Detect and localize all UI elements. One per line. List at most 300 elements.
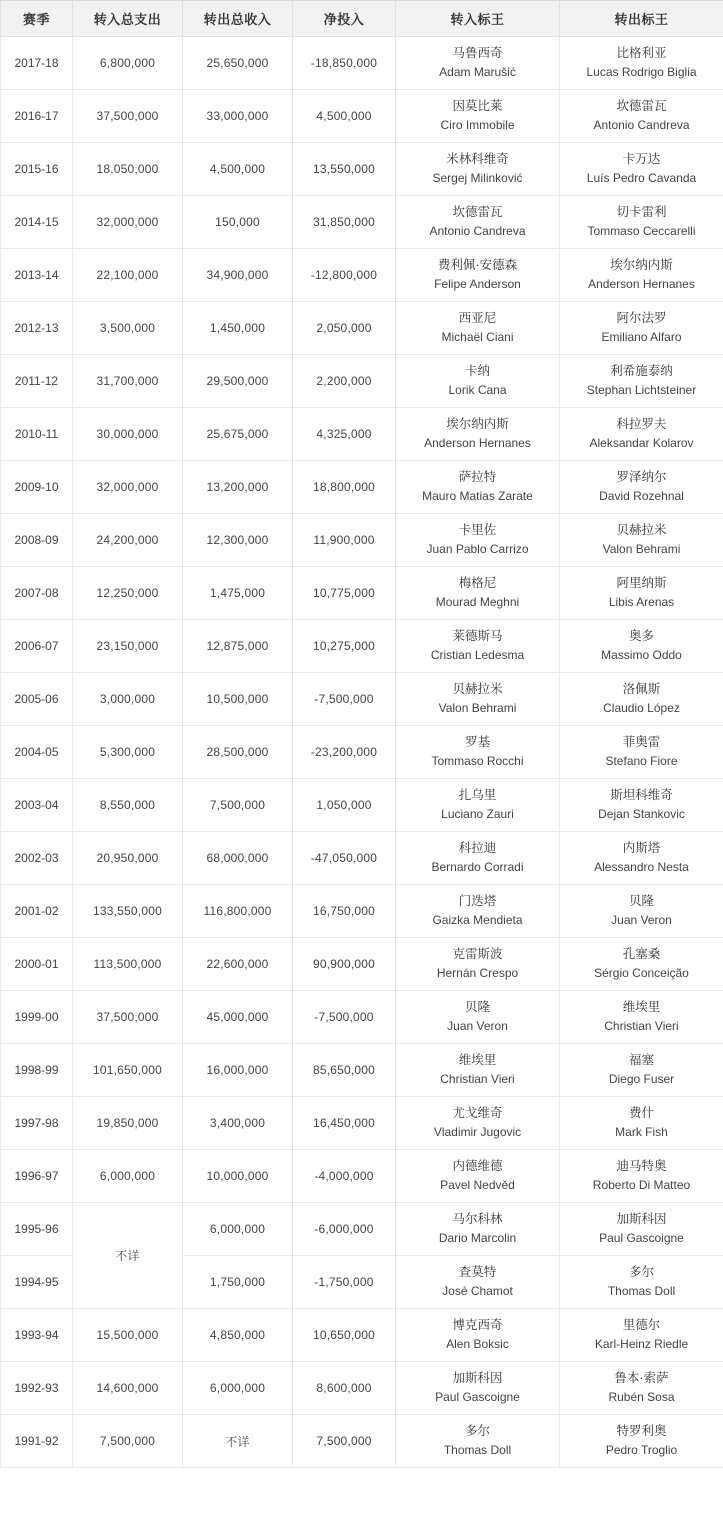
cell-season: 2017-18 bbox=[1, 37, 73, 90]
cell-season: 2001-02 bbox=[1, 885, 73, 938]
table-row bbox=[1, 461, 723, 514]
cell-total-income: 16,000,000 bbox=[183, 1044, 293, 1097]
top-signing-name-cn: 尤戈维奇 bbox=[400, 1104, 555, 1123]
top-sale-name-en: Christian Vieri bbox=[564, 1017, 719, 1036]
cell-season: 1999-00 bbox=[1, 991, 73, 1044]
table-row bbox=[1, 1203, 723, 1256]
cell-total-spend: 133,550,000 bbox=[73, 885, 183, 938]
table-row bbox=[1, 1415, 723, 1468]
top-signing-name-en: Bernardo Corradi bbox=[400, 858, 555, 877]
cell-total-spend: 19,850,000 bbox=[73, 1097, 183, 1150]
cell-top-signing bbox=[396, 355, 560, 408]
cell-net-spend: 4,500,000 bbox=[293, 90, 396, 143]
cell-total-spend: 37,500,000 bbox=[73, 991, 183, 1044]
top-signing-name-en: Ciro Immobile bbox=[400, 116, 555, 135]
cell-net-spend: 7,500,000 bbox=[293, 1415, 396, 1468]
top-sale-name-en: Tommaso Ceccarelli bbox=[564, 222, 719, 241]
top-signing-name-cn: 罗基 bbox=[400, 733, 555, 752]
top-signing-name-cn: 维埃里 bbox=[400, 1051, 555, 1070]
top-sale-name-en: Paul Gascoigne bbox=[564, 1229, 719, 1248]
cell-top-signing bbox=[396, 90, 560, 143]
top-sale-name-cn: 孔塞桑 bbox=[564, 945, 719, 964]
top-signing-name-en: Pavel Nedvěd bbox=[400, 1176, 555, 1195]
top-sale-name-en: Mark Fish bbox=[564, 1123, 719, 1142]
cell-season: 1997-98 bbox=[1, 1097, 73, 1150]
column-header-top-sale: 转出标王 bbox=[560, 1, 723, 37]
top-signing-name-en: José Chamot bbox=[400, 1282, 555, 1301]
cell-total-income: 不详 bbox=[183, 1415, 293, 1468]
cell-season: 2014-15 bbox=[1, 196, 73, 249]
top-signing-name-cn: 贝隆 bbox=[400, 998, 555, 1017]
top-signing-name-en: Hernán Crespo bbox=[400, 964, 555, 983]
cell-total-income: 10,500,000 bbox=[183, 673, 293, 726]
table-row bbox=[1, 567, 723, 620]
top-signing-name-en: Dario Marcolin bbox=[400, 1229, 555, 1248]
cell-total-income: 22,600,000 bbox=[183, 938, 293, 991]
top-signing-name-en: Michaël Ciani bbox=[400, 328, 555, 347]
table-row bbox=[1, 726, 723, 779]
cell-season: 2008-09 bbox=[1, 514, 73, 567]
top-sale-name-en: Aleksandar Kolarov bbox=[564, 434, 719, 453]
top-signing-name-cn: 费利佩·安德森 bbox=[400, 256, 555, 275]
top-sale-name-en: Libis Arenas bbox=[564, 593, 719, 612]
cell-top-signing bbox=[396, 37, 560, 90]
cell-top-sale bbox=[560, 1415, 723, 1468]
table-row bbox=[1, 37, 723, 90]
cell-season: 1996-97 bbox=[1, 1150, 73, 1203]
cell-net-spend: -7,500,000 bbox=[293, 991, 396, 1044]
top-signing-name-en: Vladimir Jugovic bbox=[400, 1123, 555, 1142]
cell-top-sale bbox=[560, 37, 723, 90]
cell-net-spend: 11,900,000 bbox=[293, 514, 396, 567]
top-sale-name-en: Massimo Oddo bbox=[564, 646, 719, 665]
top-signing-name-cn: 卡里佐 bbox=[400, 521, 555, 540]
cell-top-signing bbox=[396, 1044, 560, 1097]
top-signing-name-en: Juan Veron bbox=[400, 1017, 555, 1036]
top-signing-name-cn: 卡纳 bbox=[400, 362, 555, 381]
top-signing-name-en: Sergej Milinković bbox=[400, 169, 555, 188]
cell-total-spend: 7,500,000 bbox=[73, 1415, 183, 1468]
top-sale-name-cn: 内斯塔 bbox=[564, 839, 719, 858]
cell-season: 2011-12 bbox=[1, 355, 73, 408]
top-signing-name-cn: 博克西奇 bbox=[400, 1316, 555, 1335]
top-sale-name-cn: 奥多 bbox=[564, 627, 719, 646]
cell-season: 2006-07 bbox=[1, 620, 73, 673]
cell-total-income: 25,650,000 bbox=[183, 37, 293, 90]
cell-top-sale bbox=[560, 726, 723, 779]
top-sale-name-cn: 迪马特奥 bbox=[564, 1157, 719, 1176]
top-sale-name-en: David Rozehnal bbox=[564, 487, 719, 506]
top-sale-name-cn: 里德尔 bbox=[564, 1316, 719, 1335]
top-signing-name-en: Mauro Matias Zarate bbox=[400, 487, 555, 506]
cell-season: 2015-16 bbox=[1, 143, 73, 196]
cell-total-spend: 113,500,000 bbox=[73, 938, 183, 991]
top-sale-name-en: Rubén Sosa bbox=[564, 1388, 719, 1407]
cell-top-sale bbox=[560, 1362, 723, 1415]
table-row bbox=[1, 1097, 723, 1150]
cell-top-sale bbox=[560, 620, 723, 673]
top-signing-name-cn: 多尔 bbox=[400, 1422, 555, 1441]
cell-top-sale bbox=[560, 832, 723, 885]
cell-top-sale bbox=[560, 1044, 723, 1097]
top-signing-name-en: Felipe Anderson bbox=[400, 275, 555, 294]
cell-top-sale bbox=[560, 1203, 723, 1256]
top-signing-name-en: Tommaso Rocchi bbox=[400, 752, 555, 771]
top-sale-name-cn: 加斯科因 bbox=[564, 1210, 719, 1229]
top-signing-name-cn: 莱德斯马 bbox=[400, 627, 555, 646]
cell-top-sale bbox=[560, 991, 723, 1044]
cell-total-income: 3,400,000 bbox=[183, 1097, 293, 1150]
cell-top-sale bbox=[560, 938, 723, 991]
top-sale-name-cn: 福塞 bbox=[564, 1051, 719, 1070]
column-header-total-income: 转出总收入 bbox=[183, 1, 293, 37]
cell-season: 1991-92 bbox=[1, 1415, 73, 1468]
cell-net-spend: -18,850,000 bbox=[293, 37, 396, 90]
cell-top-signing bbox=[396, 991, 560, 1044]
top-signing-name-en: Christian Vieri bbox=[400, 1070, 555, 1089]
table-row bbox=[1, 408, 723, 461]
column-header-net-spend: 净投入 bbox=[293, 1, 396, 37]
cell-top-signing bbox=[396, 1256, 560, 1309]
top-signing-name-en: Anderson Hernanes bbox=[400, 434, 555, 453]
cell-top-sale bbox=[560, 567, 723, 620]
cell-net-spend: -12,800,000 bbox=[293, 249, 396, 302]
cell-top-signing bbox=[396, 143, 560, 196]
cell-total-spend: 101,650,000 bbox=[73, 1044, 183, 1097]
cell-top-signing bbox=[396, 1150, 560, 1203]
cell-total-income: 4,850,000 bbox=[183, 1309, 293, 1362]
cell-top-sale bbox=[560, 302, 723, 355]
table-header bbox=[1, 1, 723, 37]
cell-net-spend: 2,050,000 bbox=[293, 302, 396, 355]
top-sale-name-cn: 利希施泰纳 bbox=[564, 362, 719, 381]
cell-season: 2005-06 bbox=[1, 673, 73, 726]
cell-total-spend: 14,600,000 bbox=[73, 1362, 183, 1415]
cell-season: 1993-94 bbox=[1, 1309, 73, 1362]
cell-top-sale bbox=[560, 1256, 723, 1309]
cell-net-spend: 10,775,000 bbox=[293, 567, 396, 620]
cell-top-sale bbox=[560, 779, 723, 832]
cell-total-income: 4,500,000 bbox=[183, 143, 293, 196]
cell-top-signing bbox=[396, 1362, 560, 1415]
cell-total-income: 7,500,000 bbox=[183, 779, 293, 832]
cell-total-spend: 22,100,000 bbox=[73, 249, 183, 302]
top-sale-name-en: Stephan Lichtsteiner bbox=[564, 381, 719, 400]
table-row bbox=[1, 514, 723, 567]
table-row bbox=[1, 90, 723, 143]
top-sale-name-en: Luís Pedro Cavanda bbox=[564, 169, 719, 188]
cell-total-income: 1,450,000 bbox=[183, 302, 293, 355]
cell-top-signing bbox=[396, 620, 560, 673]
top-signing-name-en: Luciano Zauri bbox=[400, 805, 555, 824]
table-row bbox=[1, 1309, 723, 1362]
cell-total-income: 68,000,000 bbox=[183, 832, 293, 885]
top-sale-name-en: Sérgio Conceição bbox=[564, 964, 719, 983]
cell-top-signing bbox=[396, 249, 560, 302]
top-signing-name-cn: 贝赫拉米 bbox=[400, 680, 555, 699]
table-row bbox=[1, 355, 723, 408]
cell-top-signing bbox=[396, 461, 560, 514]
cell-total-spend: 12,250,000 bbox=[73, 567, 183, 620]
top-signing-name-cn: 门迭塔 bbox=[400, 892, 555, 911]
cell-net-spend: 2,200,000 bbox=[293, 355, 396, 408]
top-signing-name-cn: 马尔科林 bbox=[400, 1210, 555, 1229]
table-row bbox=[1, 779, 723, 832]
cell-top-sale bbox=[560, 461, 723, 514]
cell-total-income: 29,500,000 bbox=[183, 355, 293, 408]
cell-net-spend: 10,650,000 bbox=[293, 1309, 396, 1362]
top-sale-name-cn: 坎德雷瓦 bbox=[564, 97, 719, 116]
top-signing-name-cn: 坎德雷瓦 bbox=[400, 203, 555, 222]
cell-total-income: 13,200,000 bbox=[183, 461, 293, 514]
table-row bbox=[1, 991, 723, 1044]
cell-top-signing bbox=[396, 514, 560, 567]
cell-net-spend: 18,800,000 bbox=[293, 461, 396, 514]
cell-top-sale bbox=[560, 673, 723, 726]
cell-top-sale bbox=[560, 408, 723, 461]
cell-total-income: 6,000,000 bbox=[183, 1362, 293, 1415]
cell-total-spend: 18,050,000 bbox=[73, 143, 183, 196]
cell-total-income: 10,000,000 bbox=[183, 1150, 293, 1203]
cell-season: 2013-14 bbox=[1, 249, 73, 302]
top-sale-name-en: Thomas Doll bbox=[564, 1282, 719, 1301]
table-body bbox=[1, 37, 723, 1468]
cell-season: 1998-99 bbox=[1, 1044, 73, 1097]
cell-top-signing bbox=[396, 196, 560, 249]
cell-season: 2002-03 bbox=[1, 832, 73, 885]
cell-net-spend: 4,325,000 bbox=[293, 408, 396, 461]
cell-total-income: 34,900,000 bbox=[183, 249, 293, 302]
top-signing-name-cn: 加斯科因 bbox=[400, 1369, 555, 1388]
cell-total-income: 1,475,000 bbox=[183, 567, 293, 620]
top-sale-name-cn: 斯坦科维奇 bbox=[564, 786, 719, 805]
cell-top-sale bbox=[560, 1309, 723, 1362]
top-signing-name-en: Adam Marušić bbox=[400, 63, 555, 82]
cell-top-signing bbox=[396, 779, 560, 832]
cell-net-spend: 8,600,000 bbox=[293, 1362, 396, 1415]
table-row bbox=[1, 196, 723, 249]
cell-net-spend: 16,750,000 bbox=[293, 885, 396, 938]
cell-net-spend: 10,275,000 bbox=[293, 620, 396, 673]
top-sale-name-cn: 贝隆 bbox=[564, 892, 719, 911]
cell-total-spend: 8,550,000 bbox=[73, 779, 183, 832]
top-signing-name-en: Valon Behrami bbox=[400, 699, 555, 718]
table-row bbox=[1, 249, 723, 302]
top-sale-name-cn: 卡万达 bbox=[564, 150, 719, 169]
top-sale-name-cn: 埃尔纳内斯 bbox=[564, 256, 719, 275]
cell-season: 1995-96 bbox=[1, 1203, 73, 1256]
top-sale-name-cn: 菲奥雷 bbox=[564, 733, 719, 752]
top-sale-name-en: Valon Behrami bbox=[564, 540, 719, 559]
cell-season: 1992-93 bbox=[1, 1362, 73, 1415]
table-row bbox=[1, 143, 723, 196]
top-sale-name-cn: 维埃里 bbox=[564, 998, 719, 1017]
top-signing-name-en: Mourad Meghni bbox=[400, 593, 555, 612]
top-sale-name-cn: 比格利亚 bbox=[564, 44, 719, 63]
cell-total-spend: 32,000,000 bbox=[73, 461, 183, 514]
cell-net-spend: 13,550,000 bbox=[293, 143, 396, 196]
top-sale-name-cn: 贝赫拉米 bbox=[564, 521, 719, 540]
cell-net-spend: -7,500,000 bbox=[293, 673, 396, 726]
cell-top-sale bbox=[560, 249, 723, 302]
top-sale-name-cn: 阿里纳斯 bbox=[564, 574, 719, 593]
top-signing-name-en: Gaizka Mendieta bbox=[400, 911, 555, 930]
cell-top-sale bbox=[560, 1097, 723, 1150]
cell-season: 2003-04 bbox=[1, 779, 73, 832]
top-sale-name-en: Alessandro Nesta bbox=[564, 858, 719, 877]
cell-season: 2016-17 bbox=[1, 90, 73, 143]
top-signing-name-en: Alen Boksic bbox=[400, 1335, 555, 1354]
table-row bbox=[1, 938, 723, 991]
cell-net-spend: -6,000,000 bbox=[293, 1203, 396, 1256]
cell-season: 2004-05 bbox=[1, 726, 73, 779]
cell-top-sale bbox=[560, 143, 723, 196]
cell-top-sale bbox=[560, 355, 723, 408]
cell-top-signing bbox=[396, 885, 560, 938]
top-signing-name-en: Thomas Doll bbox=[400, 1441, 555, 1460]
cell-total-spend: 6,800,000 bbox=[73, 37, 183, 90]
cell-total-income: 6,000,000 bbox=[183, 1203, 293, 1256]
cell-total-spend: 3,000,000 bbox=[73, 673, 183, 726]
top-sale-name-en: Stefano Fiore bbox=[564, 752, 719, 771]
table-row bbox=[1, 832, 723, 885]
top-sale-name-cn: 费什 bbox=[564, 1104, 719, 1123]
cell-net-spend: -1,750,000 bbox=[293, 1256, 396, 1309]
cell-top-signing bbox=[396, 1097, 560, 1150]
top-sale-name-en: Antonio Candreva bbox=[564, 116, 719, 135]
top-sale-name-cn: 多尔 bbox=[564, 1263, 719, 1282]
top-signing-name-en: Antonio Candreva bbox=[400, 222, 555, 241]
top-sale-name-en: Roberto Di Matteo bbox=[564, 1176, 719, 1195]
top-sale-name-cn: 科拉罗夫 bbox=[564, 415, 719, 434]
cell-top-sale bbox=[560, 885, 723, 938]
top-sale-name-en: Juan Veron bbox=[564, 911, 719, 930]
top-signing-name-cn: 萨拉特 bbox=[400, 468, 555, 487]
cell-total-income: 12,300,000 bbox=[183, 514, 293, 567]
column-header-top-signing: 转入标王 bbox=[396, 1, 560, 37]
cell-total-spend: 32,000,000 bbox=[73, 196, 183, 249]
cell-season: 2012-13 bbox=[1, 302, 73, 355]
cell-top-signing bbox=[396, 302, 560, 355]
table-row bbox=[1, 1362, 723, 1415]
cell-top-signing bbox=[396, 567, 560, 620]
cell-net-spend: -47,050,000 bbox=[293, 832, 396, 885]
cell-total-income: 45,000,000 bbox=[183, 991, 293, 1044]
cell-total-income: 150,000 bbox=[183, 196, 293, 249]
table-row bbox=[1, 302, 723, 355]
cell-net-spend: 1,050,000 bbox=[293, 779, 396, 832]
page-bottom-spacer bbox=[0, 1468, 723, 1516]
cell-season: 1994-95 bbox=[1, 1256, 73, 1309]
cell-total-income: 12,875,000 bbox=[183, 620, 293, 673]
cell-total-spend: 31,700,000 bbox=[73, 355, 183, 408]
cell-total-income: 116,800,000 bbox=[183, 885, 293, 938]
top-signing-name-cn: 西亚尼 bbox=[400, 309, 555, 328]
top-signing-name-cn: 马鲁西奇 bbox=[400, 44, 555, 63]
top-sale-name-en: Karl-Heinz Riedle bbox=[564, 1335, 719, 1354]
cell-top-signing bbox=[396, 832, 560, 885]
cell-season: 2000-01 bbox=[1, 938, 73, 991]
cell-net-spend: -23,200,000 bbox=[293, 726, 396, 779]
cell-season: 2007-08 bbox=[1, 567, 73, 620]
top-sale-name-cn: 洛佩斯 bbox=[564, 680, 719, 699]
table-row bbox=[1, 885, 723, 938]
cell-top-signing bbox=[396, 408, 560, 461]
cell-net-spend: 85,650,000 bbox=[293, 1044, 396, 1097]
top-sale-name-en: Emiliano Alfaro bbox=[564, 328, 719, 347]
cell-season: 2010-11 bbox=[1, 408, 73, 461]
top-signing-name-cn: 梅格尼 bbox=[400, 574, 555, 593]
cell-top-signing bbox=[396, 673, 560, 726]
top-sale-name-en: Claudio López bbox=[564, 699, 719, 718]
cell-total-income: 25,675,000 bbox=[183, 408, 293, 461]
top-signing-name-cn: 因莫比莱 bbox=[400, 97, 555, 116]
column-header-season: 赛季 bbox=[1, 1, 73, 37]
cell-net-spend: 90,900,000 bbox=[293, 938, 396, 991]
cell-top-sale bbox=[560, 196, 723, 249]
top-sale-name-cn: 鲁本·索萨 bbox=[564, 1369, 719, 1388]
top-signing-name-cn: 查莫特 bbox=[400, 1263, 555, 1282]
cell-total-spend: 24,200,000 bbox=[73, 514, 183, 567]
top-signing-name-en: Lorik Cana bbox=[400, 381, 555, 400]
cell-total-spend: 5,300,000 bbox=[73, 726, 183, 779]
top-signing-name-cn: 克雷斯波 bbox=[400, 945, 555, 964]
top-sale-name-cn: 切卡雷利 bbox=[564, 203, 719, 222]
table-row bbox=[1, 1150, 723, 1203]
top-signing-name-en: Cristian Ledesma bbox=[400, 646, 555, 665]
cell-top-sale bbox=[560, 1150, 723, 1203]
cell-net-spend: 16,450,000 bbox=[293, 1097, 396, 1150]
top-signing-name-cn: 科拉迪 bbox=[400, 839, 555, 858]
cell-net-spend: -4,000,000 bbox=[293, 1150, 396, 1203]
cell-total-income: 33,000,000 bbox=[183, 90, 293, 143]
top-sale-name-en: Diego Fuser bbox=[564, 1070, 719, 1089]
cell-season: 2009-10 bbox=[1, 461, 73, 514]
table-row bbox=[1, 1044, 723, 1097]
top-signing-name-cn: 内德维德 bbox=[400, 1157, 555, 1176]
top-sale-name-cn: 罗泽纳尔 bbox=[564, 468, 719, 487]
cell-total-spend: 37,500,000 bbox=[73, 90, 183, 143]
top-sale-name-cn: 特罗利奥 bbox=[564, 1422, 719, 1441]
cell-top-signing bbox=[396, 1309, 560, 1362]
cell-top-sale bbox=[560, 514, 723, 567]
table-row bbox=[1, 673, 723, 726]
cell-total-spend: 20,950,000 bbox=[73, 832, 183, 885]
cell-top-signing bbox=[396, 1415, 560, 1468]
top-sale-name-en: Lucas Rodrigo Biglia bbox=[564, 63, 719, 82]
column-header-total-spend: 转入总支出 bbox=[73, 1, 183, 37]
cell-total-income: 1,750,000 bbox=[183, 1256, 293, 1309]
top-sale-name-en: Dejan Stankovic bbox=[564, 805, 719, 824]
cell-total-spend: 6,000,000 bbox=[73, 1150, 183, 1203]
cell-total-spend: 23,150,000 bbox=[73, 620, 183, 673]
top-signing-name-en: Juan Pablo Carrizo bbox=[400, 540, 555, 559]
cell-top-signing bbox=[396, 726, 560, 779]
cell-total-income: 28,500,000 bbox=[183, 726, 293, 779]
cell-top-signing bbox=[396, 938, 560, 991]
cell-total-spend: 30,000,000 bbox=[73, 408, 183, 461]
cell-total-spend: 3,500,000 bbox=[73, 302, 183, 355]
cell-top-signing bbox=[396, 1203, 560, 1256]
cell-total-spend: 不详 bbox=[73, 1203, 183, 1309]
cell-net-spend: 31,850,000 bbox=[293, 196, 396, 249]
table-header-row bbox=[1, 1, 723, 37]
cell-top-sale bbox=[560, 90, 723, 143]
top-signing-name-cn: 埃尔纳内斯 bbox=[400, 415, 555, 434]
top-sale-name-cn: 阿尔法罗 bbox=[564, 309, 719, 328]
cell-total-spend: 15,500,000 bbox=[73, 1309, 183, 1362]
top-sale-name-en: Pedro Troglio bbox=[564, 1441, 719, 1460]
